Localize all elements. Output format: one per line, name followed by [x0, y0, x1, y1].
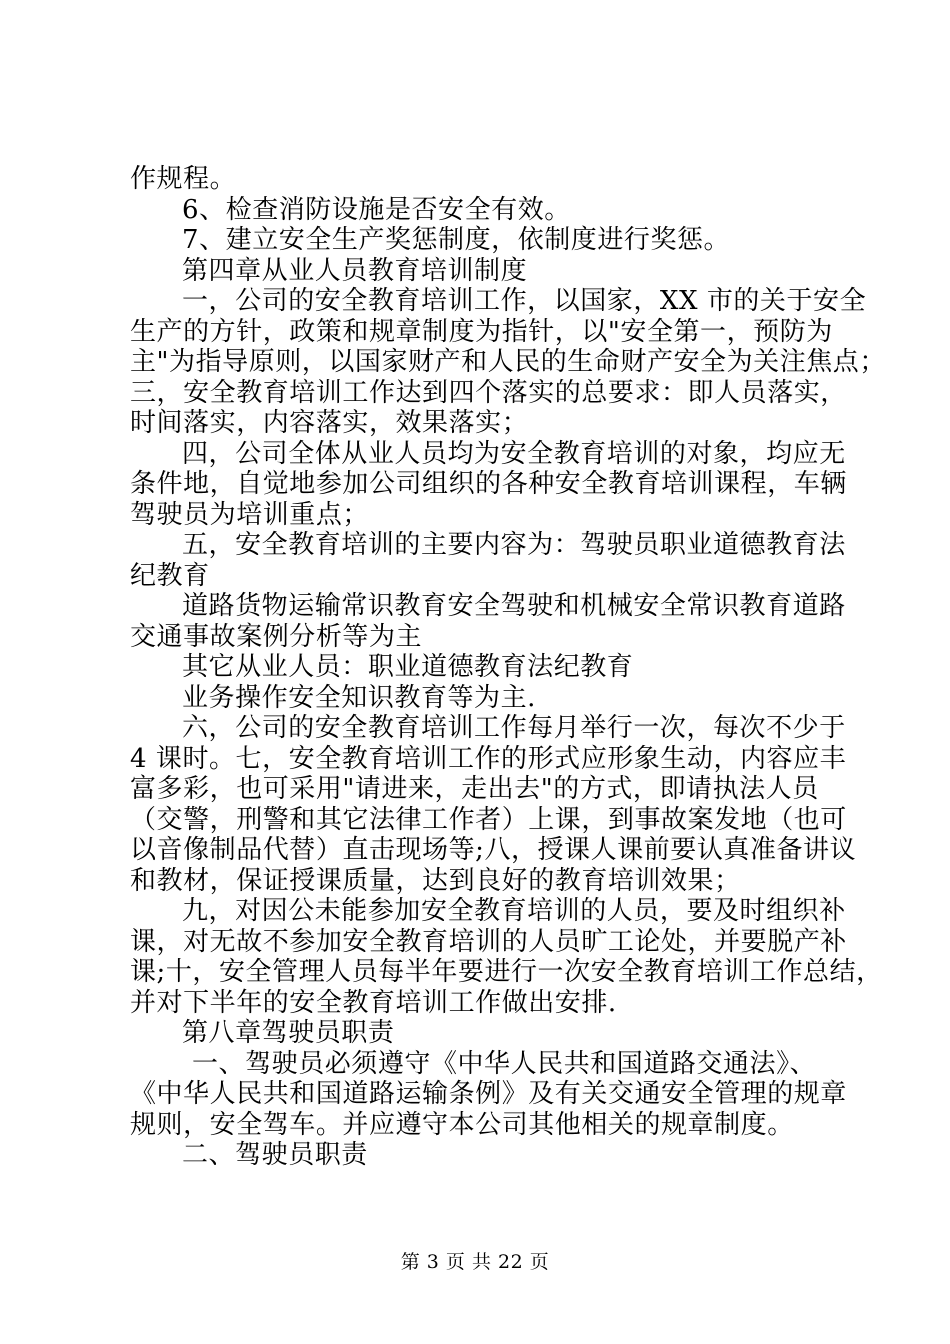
text-line: 第四章从业人员教育培训制度	[182, 255, 528, 286]
text-line: 6、检查消防设施是否安全有效。	[182, 194, 571, 225]
text-line: 4 课时。七，安全教育培训工作的形式应形象生动，内容应丰	[130, 743, 847, 774]
text-line: 主"为指导原则，以国家财产和人民的生命财产安全为关注焦点；	[130, 347, 886, 377]
text-line: 和教材，保证授课质量，达到良好的教育培训效果；	[130, 865, 741, 896]
text-line: 六，公司的安全教育培训工作每月举行一次，每次不少于	[182, 713, 846, 743]
text-line: 四，公司全体从业人员均为安全教育培训的对象，均应无	[182, 438, 846, 469]
text-line: 7、建立安全生产奖惩制度，依制度进行奖惩。	[182, 225, 731, 255]
text-line: 富多彩，也可采用"请进来，走出去"的方式，即请执法人员	[130, 774, 819, 804]
text-line: 道路货物运输常识教育安全驾驶和机械安全常识教育道路	[182, 591, 846, 621]
text-line: 作规程。	[130, 164, 237, 194]
text-line: 以音像制品代替）直击现场等;八，授课人课前要认真准备讲议	[130, 835, 857, 865]
text-line: 《中华人民共和国道路运输条例》及有关交通安全管理的规章	[130, 1079, 847, 1109]
text-line: 交通事故案例分析等为主	[130, 621, 423, 652]
text-line: 课;十，安全管理人员每半年要进行一次安全教育培训工作总结，	[130, 957, 883, 987]
text-line: 其它从业人员：职业道德教育法纪教育	[182, 652, 634, 682]
text-line: 九，对因公未能参加安全教育培训的人员，要及时组织补	[182, 896, 846, 926]
text-line: 并对下半年的安全教育培训工作做出安排.	[130, 987, 617, 1018]
text-line: （交警，刑警和其它法律工作者）上课，到事故案发地（也可	[130, 804, 847, 835]
text-line: 业务操作安全知识教育等为主.	[182, 682, 536, 713]
text-line: 二、驾驶员职责	[182, 1140, 368, 1170]
text-line: 时间落实，内容落实，效果落实；	[130, 408, 529, 438]
text-line: 生产的方针，政策和规章制度为指针，以"安全第一，预防为	[130, 316, 833, 347]
text-line: 驾驶员为培训重点；	[130, 499, 369, 530]
text-line: 一，公司的安全教育培训工作，以国家，XX 市的关于安全	[182, 286, 867, 316]
text-line: 条件地，自觉地参加公司组织的各种安全教育培训课程，车辆	[130, 469, 847, 499]
text-line: 三，安全教育培训工作达到四个落实的总要求：即人员落实，	[130, 377, 847, 408]
text-line: 第八章驾驶员职责	[182, 1018, 395, 1048]
text-line: 五，安全教育培训的主要内容为：驾驶员职业道德教育法	[182, 530, 846, 560]
text-line: 一、驾驶员必须遵守《中华人民共和国道路交通法》、	[192, 1048, 817, 1079]
text-line: 课，对无故不参加安全教育培训的人员旷工论处，并要脱产补	[130, 926, 847, 957]
page-footer: 第 3 页 共 22 页	[400, 1251, 550, 1273]
document-body	[130, 164, 886, 1171]
text-line: 规则，安全驾车。并应遵守本公司其他相关的规章制度。	[130, 1109, 794, 1140]
text-line: 纪教育	[130, 560, 210, 591]
